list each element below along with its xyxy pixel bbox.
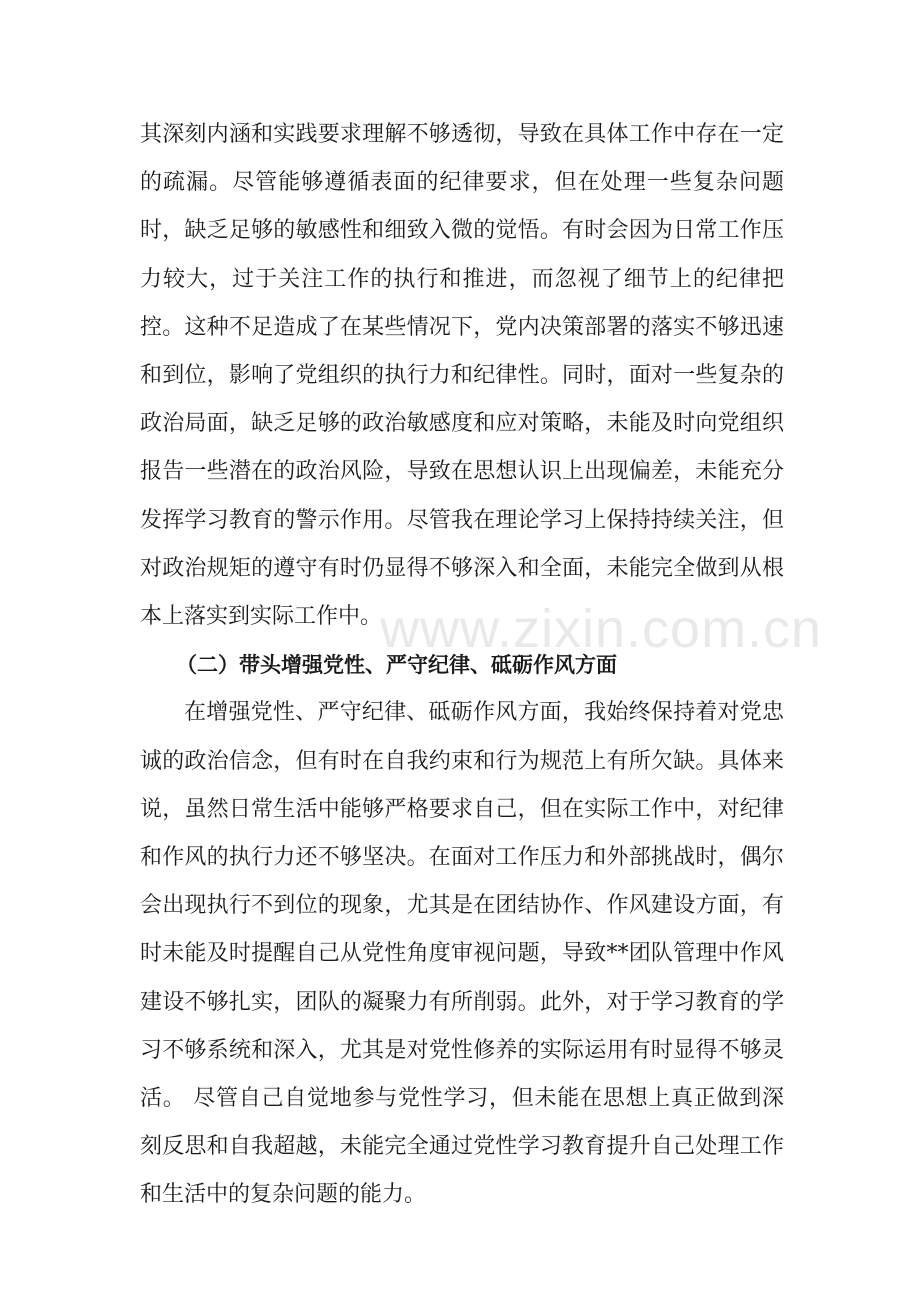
- paragraph-continued: 其深刻内涵和实践要求理解不够透彻，导致在具体工作中存在一定的疏漏。尽管能够遵循表面的纪律要求，但在处理一些复杂问题时，缺乏足够的敏感性和细致入微的觉悟。有时会因为日常工作压力较大，过于关注工作的执行和推进，而忽视了细节上的纪律把控。这种不足造成了在某些情况下，党内决策部署的落实不够迅速和到位，影响了党组织的执行力和纪律性。同时，面对一些复杂的政治局面，缺乏足够的政治敏感度和应对策略，未能及时向党组织报告一些潜在的政治风险，导致在思想认识上出现偏差，未能充分发挥学习教育的警示作用。尽管我在理论学习上保持持续关注，但对政治规矩的遵守有时仍显得不够深入和全面，未能完全做到从根本上落实到实际工作中。: [140, 122, 784, 630]
- paragraph-party-discipline: 在增强党性、严守纪律、砥砺作风方面，我始终保持着对党忠诚的政治信念，但有时在自我约束和行为规范上有所欠缺。具体来说，虽然日常生活中能够严格要求自己，但在实际工作中，对纪律和作风的执行力还不够坚决。在面对工作压力和外部挑战时，偶尔会出现执行不到位的现象，尤其是在团结协作、作风建设方面，有时未能及时提醒自己从党性角度审视问题，导致**团队管理中作风建设不够扎实，团队的凝聚力有所削弱。此外，对于学习教育的学习不够系统和深入，尤其是对党性修养的实际运用有时显得不够灵活。 尽管自己自觉地参与党性学习，但未能在思想上真正做到深刻反思和自我超越，未能完全通过党性学习教育提升自己处理工作和生活中的复杂问题的能力。: [140, 700, 784, 1208]
- watermark-text: www.zixin.com.cn: [380, 599, 823, 659]
- document-body: [140, 111, 784, 1220]
- section-heading: （二）带头增强党性、严守纪律、砥砺作风方面: [176, 653, 617, 678]
